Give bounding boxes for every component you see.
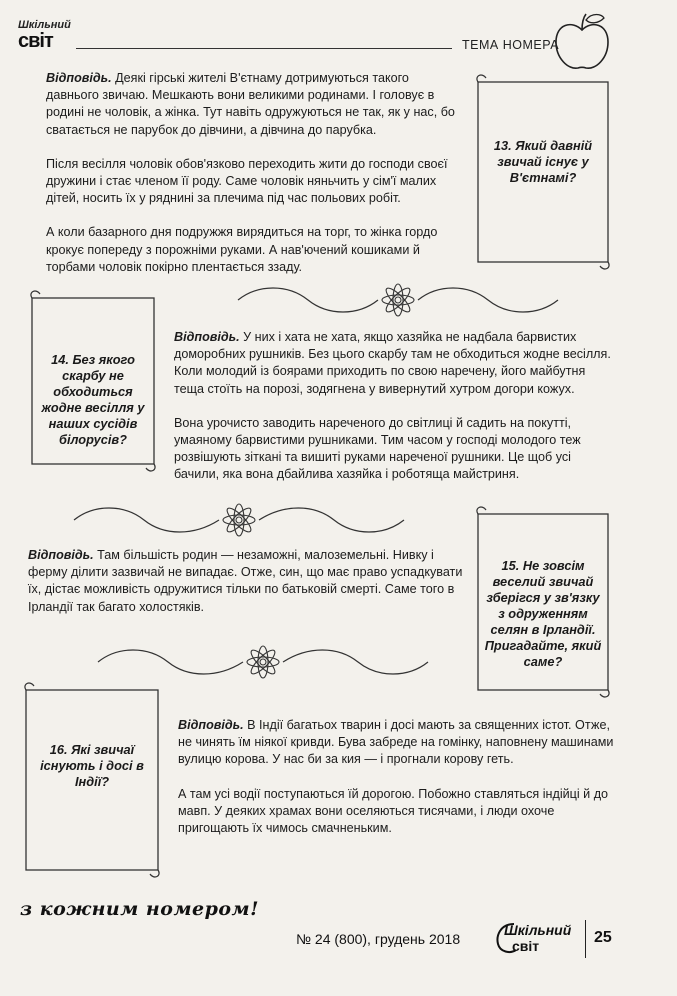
answer-14-p2: Вона урочисто заводить нареченого до світлиці й садить на покутті, умаяному барвистими рушниками. Тим часом у господі молодого теж розвішують зіткані та вишиті руками нареченої рушники. Це щоб усі бачили, яка вона дбайлива хазяйка і роботяща майстриня. — [174, 415, 581, 482]
answer-14-p1 — [174, 329, 612, 398]
question-box-14 — [28, 290, 158, 472]
ornament-divider — [88, 640, 438, 684]
answer-15-text1: Там більшість родин — незаможні, малоземельні. Нивку і ферму ділити зазвичай не випадає. Отже, син, що має право успадкувати їх, дістає можливість одружитися тільки по батьковій смерті. Саме того в Ірландії так багато холостяків. — [28, 548, 463, 614]
question-16: 16. Які звичаї існують і досі в Індії? — [40, 742, 144, 789]
question-box-16 — [22, 682, 162, 878]
answer-lead: Відповідь. — [28, 548, 94, 562]
logo-line1: Шкільний — [18, 19, 71, 31]
answer-16-p1 — [178, 717, 614, 769]
answer-16 — [178, 717, 614, 837]
question-15: 15. Не зовсім веселий звичай зберігся у зв'язку з одруженням селян в Ірландії. Пригадайте, який саме? — [484, 558, 602, 669]
logo-line2: світ — [18, 30, 53, 52]
footer-logo — [494, 920, 584, 956]
question-box-15 — [474, 506, 612, 698]
issue-number: № 24 (800), грудень 2018 — [296, 931, 461, 947]
header-rule — [76, 48, 452, 49]
answer-16-text1: В Індії багатьох тварин і досі мають за священних істот. Отже, не чинять їм ніякої кривди. Бува забреде на гомінку, наповнену машинами вулицю корова. У нас би за кия — і прогнали корову геть. — [178, 718, 614, 767]
answer-13-p2: Після весілля чоловік обов'язково переходить жити до господи своєї дружини і стає членом її роду. Саме чоловік няньчить у сім'ї малих дітей, носить їх у ряднині за плечима під час польових робіт. — [46, 156, 448, 206]
ornament-divider — [228, 278, 568, 322]
answer-13-text1: Деякі гірські жителі В'єтнаму дотримуються такого давнього звичаю. Мешкають вони великими родинами. І головує в родині не чоловік, а жінка. Тут навіть одружуються не так, як у нас, бо сватається не парубок до дівчини, а дівчина до парубка. — [46, 71, 455, 137]
answer-lead: Відповідь. — [178, 718, 244, 732]
answer-lead: Відповідь. — [174, 330, 240, 344]
answer-13 — [46, 70, 462, 276]
answer-15 — [28, 547, 464, 616]
answer-13-p1 — [46, 70, 462, 139]
answer-15-p1 — [28, 547, 464, 616]
question-box-13 — [474, 74, 612, 270]
slogan: з кожним номером! — [20, 898, 259, 920]
section-title: ТЕМА НОМЕРА — [462, 38, 560, 52]
answer-13-p3: А коли базарного дня подружжя вирядиться на торг, то жінка гордо крокує попереду з порожніми руками. А нав'ючений кошиками й торбами чоловік покірно плентається ззаду. — [46, 225, 438, 274]
apple-icon — [552, 10, 612, 72]
question-14: 14. Без якого скарбу не обходиться жодне весілля у наших сусідів білорусів? — [41, 352, 145, 447]
page-number: 25 — [594, 929, 612, 946]
question-13: 13. Який давній звичай існує у В'єтнамі? — [493, 138, 593, 185]
ornament-divider — [64, 498, 414, 542]
magazine-logo — [18, 20, 74, 56]
footer-logo-line1: Шкільний — [504, 922, 572, 938]
answer-lead: Відповідь. — [46, 71, 112, 85]
footer-logo-line2: світ — [512, 938, 540, 954]
answer-16-p2: А там усі водії поступаються їй дорогою. Побожно ставляться індійці й до мавп. У деяких храмах вони оселяються тисячами, і люди охоче пригощають їх чимось смачненьким. — [178, 786, 609, 836]
answer-14-text1: У них і хата не хата, якщо хазяйка не надбала барвистих доморобних рушників. Без цього скарбу там не обходиться жодне весілля. Коли молодий із боярами приходить по свою наречену, його майбутня теща стоїть на порозі, зодягнена у вивернутий хутром догори кожух. — [174, 330, 611, 396]
answer-14 — [174, 329, 612, 484]
page-separator — [585, 920, 586, 958]
